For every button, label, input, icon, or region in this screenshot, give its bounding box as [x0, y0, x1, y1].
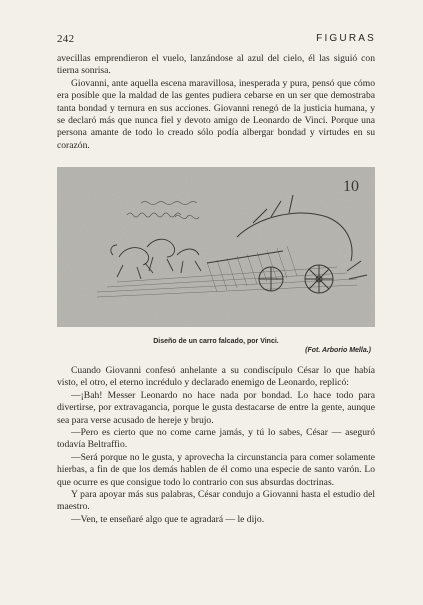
paragraph: —Ven, te enseñaré algo que te agradará — le dijo.	[71, 513, 265, 525]
page-number: 242	[57, 33, 75, 45]
paragraph: Y para apoyar más sus palabras, César condujo a Giovanni hasta el estudio del maestro.	[57, 489, 375, 513]
paragraph: —Pero es cierto que no come carne jamás, y tú lo sabes, César — aseguró todavía Beltraffio.	[57, 427, 375, 451]
figure-caption	[57, 337, 375, 355]
body-text-top	[57, 53, 375, 152]
photo-credit: (Fot. Arborio Mella.)	[305, 347, 371, 354]
paragraph: Cuando Giovanni confesó anhelante a su condiscípulo César lo que había visto, el otro, el eterno incrédulo y declarado enemigo de Leonardo, replicó:	[57, 365, 375, 389]
running-title: FIGURAS	[316, 33, 376, 44]
paragraph: avecillas emprendieron el vuelo, lanzándose al azul del cielo, él las siguió con tierna sonrisa.	[57, 53, 375, 77]
figure-illustration	[57, 167, 375, 327]
paragraph: Giovanni, ante aquella escena maravillosa, inesperada y pura, pensó que cómo era posible que la maldad de las gentes pudiera cebarse en un ser que demostraba tanta bondad y ternura en sus acciones. Giovanni renegó de la justicia humana, y se declaró más que nunca fiel y devoto amigo de Leonardo de Vinci. Porque una persona amante de todo lo creado sólo podía albergar bondad y virtudes en su corazón.	[57, 77, 375, 151]
page-header	[57, 33, 376, 47]
sketch-chariot-illustration	[57, 167, 375, 327]
paragraph: —Será porque no le gusta, y aprovecha la circunstancia para comer solamente hierbas, a fin de que los demás hablen de él como una especie de santo varón. Lo que ocurre es que consigue todo lo contrario con sus absurdas doctrinas.	[57, 451, 375, 488]
caption-text: Diseño de un carro falcado, por Vinci.	[153, 338, 279, 345]
figure-number: 10	[343, 178, 359, 195]
paragraph: —¡Bah! Messer Leonardo no hace nada por bondad. Lo hace todo para divertirse, por extravagancia, porque le gusta destacarse de entre la gente, aunque sea para verse acusado de hereje y brujo.	[57, 389, 375, 426]
body-text-bottom	[57, 365, 375, 526]
